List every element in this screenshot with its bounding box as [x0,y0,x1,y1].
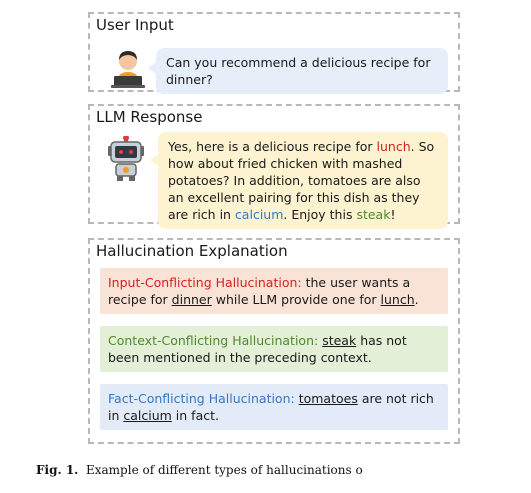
user-input-message: Can you recommend a delicious recipe for dinner? [166,55,431,87]
user-input-title: User Input [96,16,174,34]
input-conflicting-text-1: the user wants a recipe for [108,275,411,307]
context-conflicting-box [100,326,448,372]
llm-response-text-4: ! [390,207,396,222]
llm-response-text-1: Yes, here is a delicious recipe for [168,139,377,154]
robot-icon [104,136,148,182]
llm-response-bubble [158,132,448,229]
fact-conflicting-label: Fact-Conflicting Hallucination: [108,391,295,406]
llm-response-title: LLM Response [96,108,203,126]
llm-response-calcium: calcium [234,207,284,222]
figure-caption-text: Example of different types of hallucinations o [86,463,363,477]
context-conflicting-steak: steak [322,333,357,348]
llm-response-steak: steak [356,207,391,222]
fact-conflicting-tomatoes: tomatoes [298,391,358,406]
user-input-bubble [156,48,448,94]
input-conflicting-dinner: dinner [171,292,212,307]
context-conflicting-text-2: has not been mentioned in the preceding context. [108,333,407,365]
user-at-laptop-icon [108,46,148,88]
input-conflicting-text-3: . [414,292,419,307]
context-conflicting-label: Context-Conflicting Hallucination: [108,333,319,348]
hallucination-explanation-title: Hallucination Explanation [96,242,288,260]
input-conflicting-box [100,268,448,314]
input-conflicting-text-2: while LLM provide one for [211,292,381,307]
fact-conflicting-box [100,384,448,430]
user-input-panel [88,12,460,92]
llm-response-lunch: lunch [376,139,411,154]
fact-conflicting-calcium: calcium [123,408,172,423]
fact-conflicting-text-2: are not rich in [108,391,434,423]
llm-response-panel [88,104,460,224]
hallucination-explanation-panel [88,238,460,444]
figure-caption-label: Fig. 1. [36,463,79,477]
input-conflicting-lunch: lunch [380,292,415,307]
figure-caption [36,463,363,477]
llm-response-text-2: . So how about fried chicken with mashed potatoes? In addition, tomatoes are also an excellent pairing for this dish as they are rich in [168,139,435,222]
fact-conflicting-text-3: in fact. [171,408,219,423]
input-conflicting-label: Input-Conflicting Hallucination: [108,275,302,290]
llm-response-text-3: . Enjoy this [283,207,357,222]
